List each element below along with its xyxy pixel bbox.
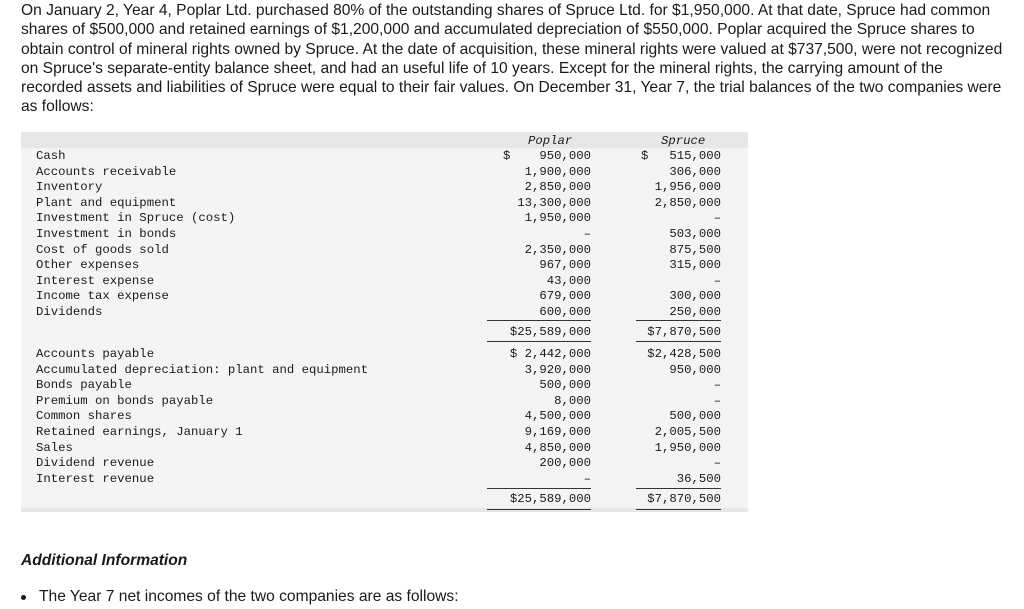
- row-label: Plant and equipment: [36, 195, 177, 210]
- row-label: Interest expense: [36, 273, 155, 288]
- debit-values-spruce: [620, 149, 721, 321]
- row-label: Investment in Spruce (cost): [36, 211, 236, 226]
- currency-symbol-poplar: $: [503, 149, 511, 163]
- cell-value: –: [583, 471, 591, 486]
- total-underline-spruce: [636, 341, 721, 342]
- credit-subtotal-underline-spruce: [636, 488, 721, 489]
- cell-value: 967,000: [539, 258, 591, 273]
- row-label: Interest revenue: [36, 471, 155, 486]
- cell-value: 13,300,000: [517, 195, 591, 210]
- cell-value: 503,000: [669, 226, 721, 241]
- cell-value: –: [713, 273, 721, 288]
- credit-total-underline-spruce: [636, 509, 721, 510]
- row-label: Retained earnings, January 1: [36, 424, 243, 439]
- bullet-dot-icon: [21, 595, 26, 600]
- column-header-poplar: Poplar: [528, 134, 573, 148]
- subtotal-underline-spruce: [636, 320, 721, 321]
- row-label: Premium on bonds payable: [36, 393, 214, 408]
- bullet-text: The Year 7 net incomes of the two companies are as follows:: [39, 588, 459, 605]
- credit-values-spruce: [620, 347, 721, 487]
- column-header-spruce: Spruce: [661, 134, 706, 148]
- debit-values-poplar: [470, 149, 591, 321]
- debit-total-poplar: $25,589,000: [509, 325, 591, 339]
- credit-subtotal-underline-poplar: [487, 488, 591, 489]
- cell-value: –: [713, 211, 721, 226]
- additional-info-heading: Additional Information: [21, 552, 188, 569]
- row-label: Inventory: [36, 180, 103, 195]
- cell-value: 2,350,000: [524, 242, 591, 257]
- cell-value: 36,500: [676, 471, 721, 486]
- row-label: Cost of goods sold: [36, 242, 169, 257]
- cell-value: –: [713, 378, 721, 393]
- credit-total-spruce: $7,870,500: [647, 492, 721, 506]
- cell-value: 515,000: [669, 149, 721, 163]
- row-label: Dividend revenue: [36, 456, 155, 471]
- cell-value: $ 2,442,000: [509, 347, 591, 361]
- row-label: Cash: [36, 149, 66, 163]
- row-label: Accounts payable: [36, 347, 155, 361]
- debit-labels: [36, 149, 235, 321]
- row-label: Other expenses: [36, 258, 140, 273]
- cell-value: 3,920,000: [524, 362, 591, 377]
- row-label: Bonds payable: [36, 378, 132, 393]
- cell-value: 4,500,000: [524, 409, 591, 424]
- cell-value: 9,169,000: [524, 424, 591, 439]
- cell-value: $2,428,500: [647, 347, 721, 361]
- debit-total-spruce: $7,870,500: [647, 325, 721, 339]
- cell-value: 4,850,000: [524, 440, 591, 455]
- credit-values-poplar: [470, 347, 591, 487]
- row-label: Accounts receivable: [36, 164, 177, 179]
- cell-value: 2,850,000: [654, 195, 721, 210]
- cell-value: 1,950,000: [524, 211, 591, 226]
- cell-value: 679,000: [539, 289, 591, 304]
- cell-value: 300,000: [669, 289, 721, 304]
- table-header-bar: [21, 132, 748, 148]
- row-label: Sales: [36, 440, 73, 455]
- credit-total-underline-poplar: [487, 509, 591, 510]
- row-label: Dividends: [36, 304, 103, 319]
- cell-value: –: [713, 456, 721, 471]
- bullet-item: [21, 588, 459, 606]
- cell-value: 2,005,500: [654, 424, 721, 439]
- cell-value: 8,000: [554, 393, 591, 408]
- subtotal-underline-poplar: [487, 320, 591, 321]
- cell-value: 1,956,000: [654, 180, 721, 195]
- row-label: Income tax expense: [36, 289, 169, 304]
- row-label: Accumulated depreciation: plant and equipment: [36, 362, 369, 377]
- row-label: Investment in bonds: [36, 226, 177, 241]
- cell-value: 600,000: [539, 304, 591, 319]
- cell-value: –: [583, 226, 591, 241]
- currency-symbol-spruce: $: [641, 149, 649, 163]
- cell-value: 43,000: [546, 273, 591, 288]
- cell-value: 306,000: [669, 164, 721, 179]
- cell-value: –: [713, 393, 721, 408]
- cell-value: 500,000: [539, 378, 591, 393]
- cell-value: 1,900,000: [524, 164, 591, 179]
- cell-value: 315,000: [669, 258, 721, 273]
- cell-value: 200,000: [539, 456, 591, 471]
- total-underline-poplar: [487, 341, 591, 342]
- cell-value: 1,950,000: [654, 440, 721, 455]
- credit-labels: [36, 347, 368, 487]
- cell-value: 2,850,000: [524, 180, 591, 195]
- cell-value: 950,000: [539, 149, 591, 163]
- cell-value: 250,000: [669, 304, 721, 319]
- cell-value: 950,000: [669, 362, 721, 377]
- row-label: Common shares: [36, 409, 132, 424]
- credit-total-poplar: $25,589,000: [509, 492, 591, 506]
- cell-value: 875,500: [669, 242, 721, 257]
- cell-value: 500,000: [669, 409, 721, 424]
- problem-intro: On January 2, Year 4, Poplar Ltd. purchased 80% of the outstanding shares of Spruce Ltd. for $1,950,000. At that date, Spruce had common shares of $500,000 and retained earnings of $1,200,000 and accumulated depreciation of $550,000. Poplar acquired the Spruce shares to obtain control of mineral rights owned by Spruce. At the date of acquisition, these mineral rights were valued at $737,500, were not recognized on Spruce's separate-entity balance sheet, and had an useful life of 10 years. Except for the mineral rights, the carrying amount of the recorded assets and liabilities of Spruce were equal to their fair values. On December 31, Year 7, the trial balances of the two companies were as follows:: [21, 2, 1003, 116]
